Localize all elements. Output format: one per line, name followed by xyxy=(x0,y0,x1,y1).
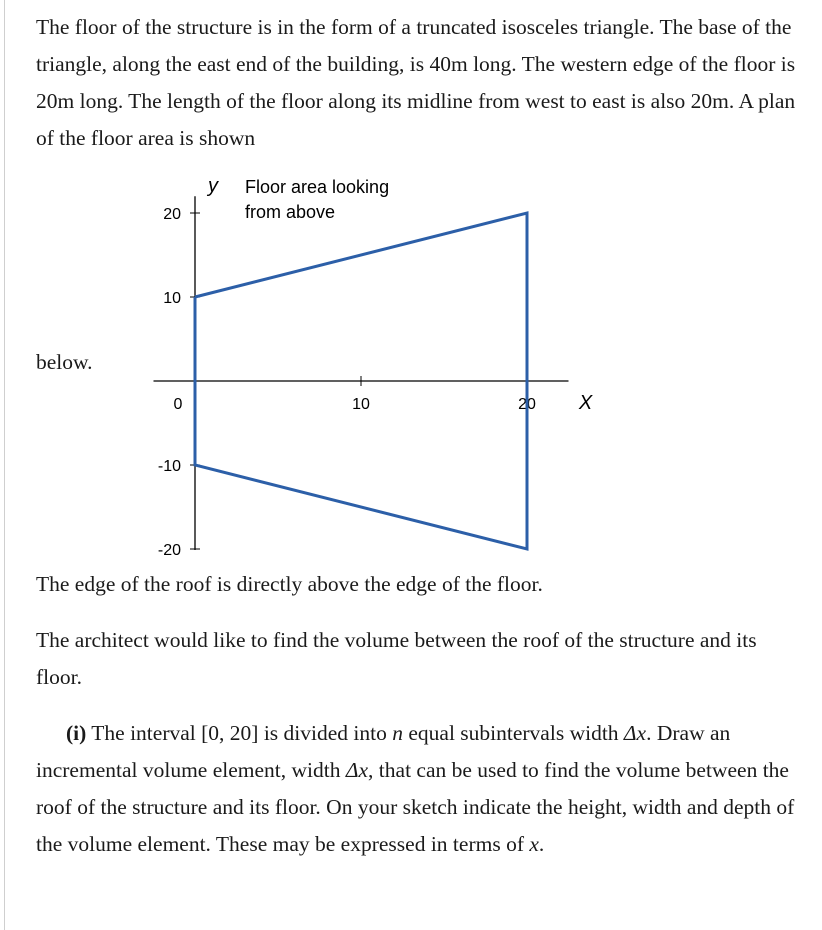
y-axis-label: y xyxy=(208,175,218,197)
part-i-text-b: is divided into xyxy=(258,721,393,745)
dx-math-2: Δx xyxy=(345,758,369,782)
x-tick-label: 20 xyxy=(518,396,536,413)
x-math: x xyxy=(529,832,539,856)
part-i-text-f: . xyxy=(538,832,545,856)
part-i-text-d: . Draw an incremental volume element, width xyxy=(36,721,731,782)
y-tick-label: 20 xyxy=(163,206,181,223)
x-tick-label: 10 xyxy=(352,396,370,413)
chart-axes xyxy=(154,196,569,550)
x-tick-label: 0 xyxy=(173,396,183,413)
floor-plan-chart xyxy=(140,170,620,560)
roof-edge-paragraph: The edge of the roof is directly above the edge of the floor. xyxy=(36,572,543,596)
part-i-text-e: , that can be used to find the volume between the roof of the structure and its floor. On your sketch indicate the height, width and depth of the volume element. These may be expressed in terms of xyxy=(36,758,795,856)
chart-title-line: from above xyxy=(245,202,336,222)
y-tick-label: -10 xyxy=(157,458,181,475)
below-text: below. xyxy=(36,350,93,374)
page-left-border xyxy=(4,0,5,930)
n-math: n xyxy=(392,721,403,745)
part-i-text-a: The interval xyxy=(86,721,202,745)
part-i-question xyxy=(36,715,796,863)
chart-labels xyxy=(206,175,593,414)
y-tick-label: -20 xyxy=(157,542,181,559)
y-tick-label: 10 xyxy=(163,290,181,307)
part-i-text-c: equal subintervals width xyxy=(402,721,624,745)
x-axis-label: X xyxy=(578,392,593,414)
part-i-label: (i) xyxy=(66,721,87,745)
architect-paragraph: The architect would like to find the volume between the roof of the structure and its floor. xyxy=(36,628,757,689)
interval-math: [0, 20] xyxy=(201,721,259,745)
intro-paragraph: The floor of the structure is in the form of a truncated isosceles triangle. The base of the triangle, along the east end of the building, is 40m long. The western edge of the floor is 20m long. The length of the floor along its midline from west to east is also 20m. A plan of the floor area is shown xyxy=(36,15,796,150)
dx-math: Δx xyxy=(623,721,647,745)
chart-title-line: Floor area looking xyxy=(245,177,390,197)
